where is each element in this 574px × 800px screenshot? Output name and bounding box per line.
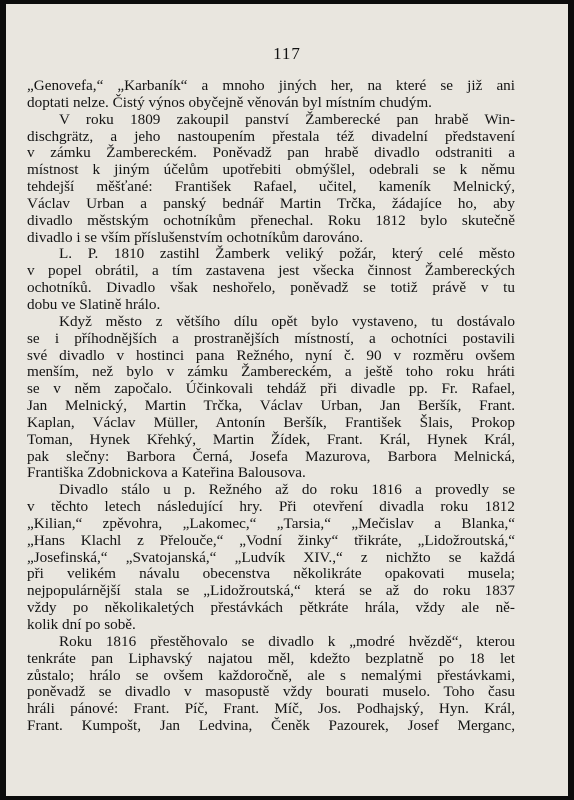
text-line: divadlo městským ochotníkům přenechal. Roku 1812 bylo skutečně: [27, 211, 515, 229]
text-line: „Genovefa,“ „Karbaník“ a mnoho jiných her, na které se již ani: [27, 77, 515, 94]
text-line: Frant. Kumpošt, Jan Ledvina, Čeněk Pazourek, Josef Merganc,: [27, 717, 515, 735]
text-line: Roku 1816 přestěhovalo se divadlo k „modré hvězdě“, kterou: [59, 632, 515, 650]
text-line: „Kilian,“ zpěvohra, „Lakomec,“ „Tarsia,“ „Mečislav a Blanka,“: [27, 514, 515, 532]
text-line: vždy po několikaletých přestávkách pětkráte hrála, vždy ale ně-: [27, 599, 515, 617]
text-line: menším, než bylo v zámku Žambereckém, a ještě toho roku hráti: [27, 363, 515, 381]
text-line: se i příhodnějších a prostranějších místností, a ochotníci postavili: [27, 329, 515, 347]
text-line: v zámku Žambereckém. Poněvadž pan hrabě divadlo odstraniti a: [27, 144, 515, 162]
text-line: Kaplan, Václav Müller, Antonín Beršík, František Šlais, Prokop: [27, 413, 515, 431]
text-line: V roku 1809 zakoupil panství Žamberecké pan hrabě Win-: [59, 110, 515, 128]
text-line: tehdejší měšťané: František Rafael, učitel, kameník Melnický,: [27, 178, 515, 196]
body-text: [27, 78, 515, 735]
text-line: doptati nelze. Čistý výnos obyčejně věnován byl místním chudým.: [27, 93, 432, 111]
text-line: pak slečny: Barbora Černá, Josefa Mazurova, Barbora Melnická,: [27, 447, 515, 465]
text-line: Františka Zdobnickova a Kateřina Balousova.: [27, 464, 306, 482]
text-line: Toman, Hynek Křehký, Martin Žídek, Frant. Král, Hynek Král,: [27, 430, 515, 448]
text-line: Divadlo stálo u p. Režného až do roku 1816 a provedly se: [59, 481, 515, 499]
text-line: nejpopulárnější stala se „Lidožroutská,“ která se až do roku 1837: [27, 582, 515, 600]
text-line: ochotníků. Divadlo však neshořelo, poněvadž se totiž právě v tu: [27, 279, 515, 297]
text-line: poněvadž se divadlo v masopustě vždy bourati muselo. Toho času: [27, 683, 515, 701]
text-line: v těchto letech následující hry. Při otevření divadla roku 1812: [27, 498, 515, 516]
text-line: dischgrätz, a jeho nastoupením přestala též divadelní představení: [27, 127, 515, 145]
text-line: hráli pánové: Frant. Píč, Frant. Míč, Jos. Podhajský, Hyn. Král,: [27, 700, 515, 718]
text-line: dobu ve Slatině hrálo.: [27, 295, 161, 313]
text-line: „Josefinská,“ „Svatojanská,“ „Ludvík XIV.,“ z nichžto se každá: [27, 548, 515, 566]
text-line: Jan Melnický, Martin Trčka, Václav Urban, Jan Beršík, Frant.: [27, 397, 515, 415]
text-line: při velikém návalu obecenstva několikráte opakovati musela;: [27, 565, 515, 583]
page-number: 117: [273, 44, 301, 63]
text-line: L. P. 1810 zastihl Žamberk veliký požár, který celé město: [59, 245, 515, 263]
text-line: se v něm započalo. Účinkovali tehdáž při divadle pp. Fr. Rafael,: [27, 380, 515, 398]
text-line: v popel obrátil, a tím zastavena jest všecka činnost Žambereckých: [27, 262, 515, 280]
text-line: místnost k jiným účelům upotřebiti obmýšlel, odebrali se k němu: [27, 161, 515, 179]
text-line: zůstalo; hrálo se ovšem každoročně, ale s nemalými přestávkami,: [27, 666, 515, 684]
text-line: Václav Urban a panský bednář Martin Trčka, žádajíce ho, aby: [27, 194, 515, 212]
text-line: tenkráte pan Liphavský najatou měl, kdežto bezplatně po 18 let: [27, 649, 515, 667]
text-line: kolik dní po sobě.: [27, 616, 136, 633]
text-line: Když město z většího dílu opět bylo vystaveno, tu dostávalo: [59, 312, 515, 330]
book-page: [6, 4, 568, 796]
text-line: „Hans Klachl z Přelouče,“ „Vodní žinky“ třikráte, „Lidožroutská,“: [27, 531, 515, 549]
text-line: divadlo i se vším příslušenstvím ochotníkům darováno.: [27, 228, 364, 246]
text-line: své divadlo v hostinci pana Režného, nyní č. 90 v rozměru ovšem: [27, 346, 515, 364]
